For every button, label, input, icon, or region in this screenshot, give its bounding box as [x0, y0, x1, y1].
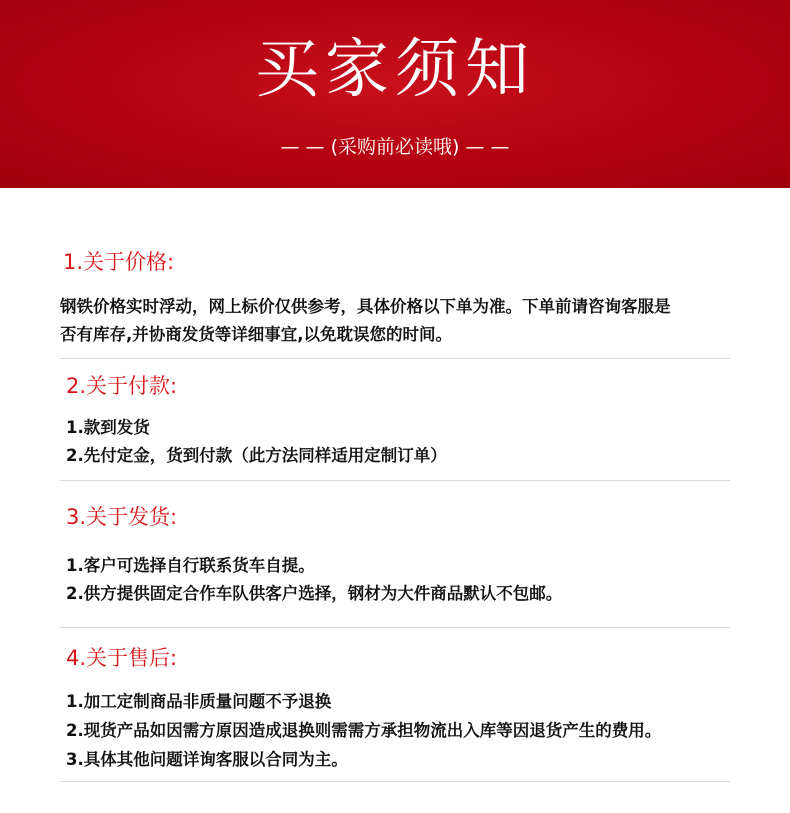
- section-title-price: 1.关于价格:: [63, 250, 175, 274]
- section-title-payment: 2.关于付款:: [66, 374, 178, 398]
- delivery-line-1: 1.客户可选择自行联系货车自提。: [66, 556, 315, 575]
- price-line-2: 否有库存,并协商发货等详细事宜,以免耽误您的时间。: [60, 325, 453, 344]
- section-title-after-sales: 4.关于售后:: [66, 646, 178, 670]
- after-sales-line-2: 2.现货产品如因需方原因造成退换则需需方承担物流出入库等因退货产生的费用。: [66, 721, 662, 740]
- section-title-delivery: 3.关于发货:: [66, 505, 178, 529]
- after-sales-line-3: 3.具体其他问题详询客服以合同为主。: [66, 750, 348, 769]
- divider: [60, 781, 730, 782]
- divider: [60, 627, 730, 628]
- page-title: 买家须知: [255, 33, 535, 107]
- after-sales-line-1: 1.加工定制商品非质量问题不予退换: [66, 692, 332, 711]
- delivery-line-2: 2.供方提供固定合作车队供客户选择，钢材为大件商品默认不包邮。: [66, 584, 563, 603]
- divider: [60, 358, 730, 359]
- price-line-1: 钢铁价格实时浮动，网上标价仅供参考，具体价格以下单为准。下单前请咨询客服是: [60, 297, 671, 316]
- header-banner: [0, 0, 790, 188]
- payment-line-1: 1.款到发货: [66, 418, 150, 437]
- payment-line-2: 2.先付定金，货到付款（此方法同样适用定制订单）: [66, 446, 447, 465]
- page-subtitle: — — (采购前必读哦) — —: [280, 136, 510, 158]
- divider: [60, 480, 730, 481]
